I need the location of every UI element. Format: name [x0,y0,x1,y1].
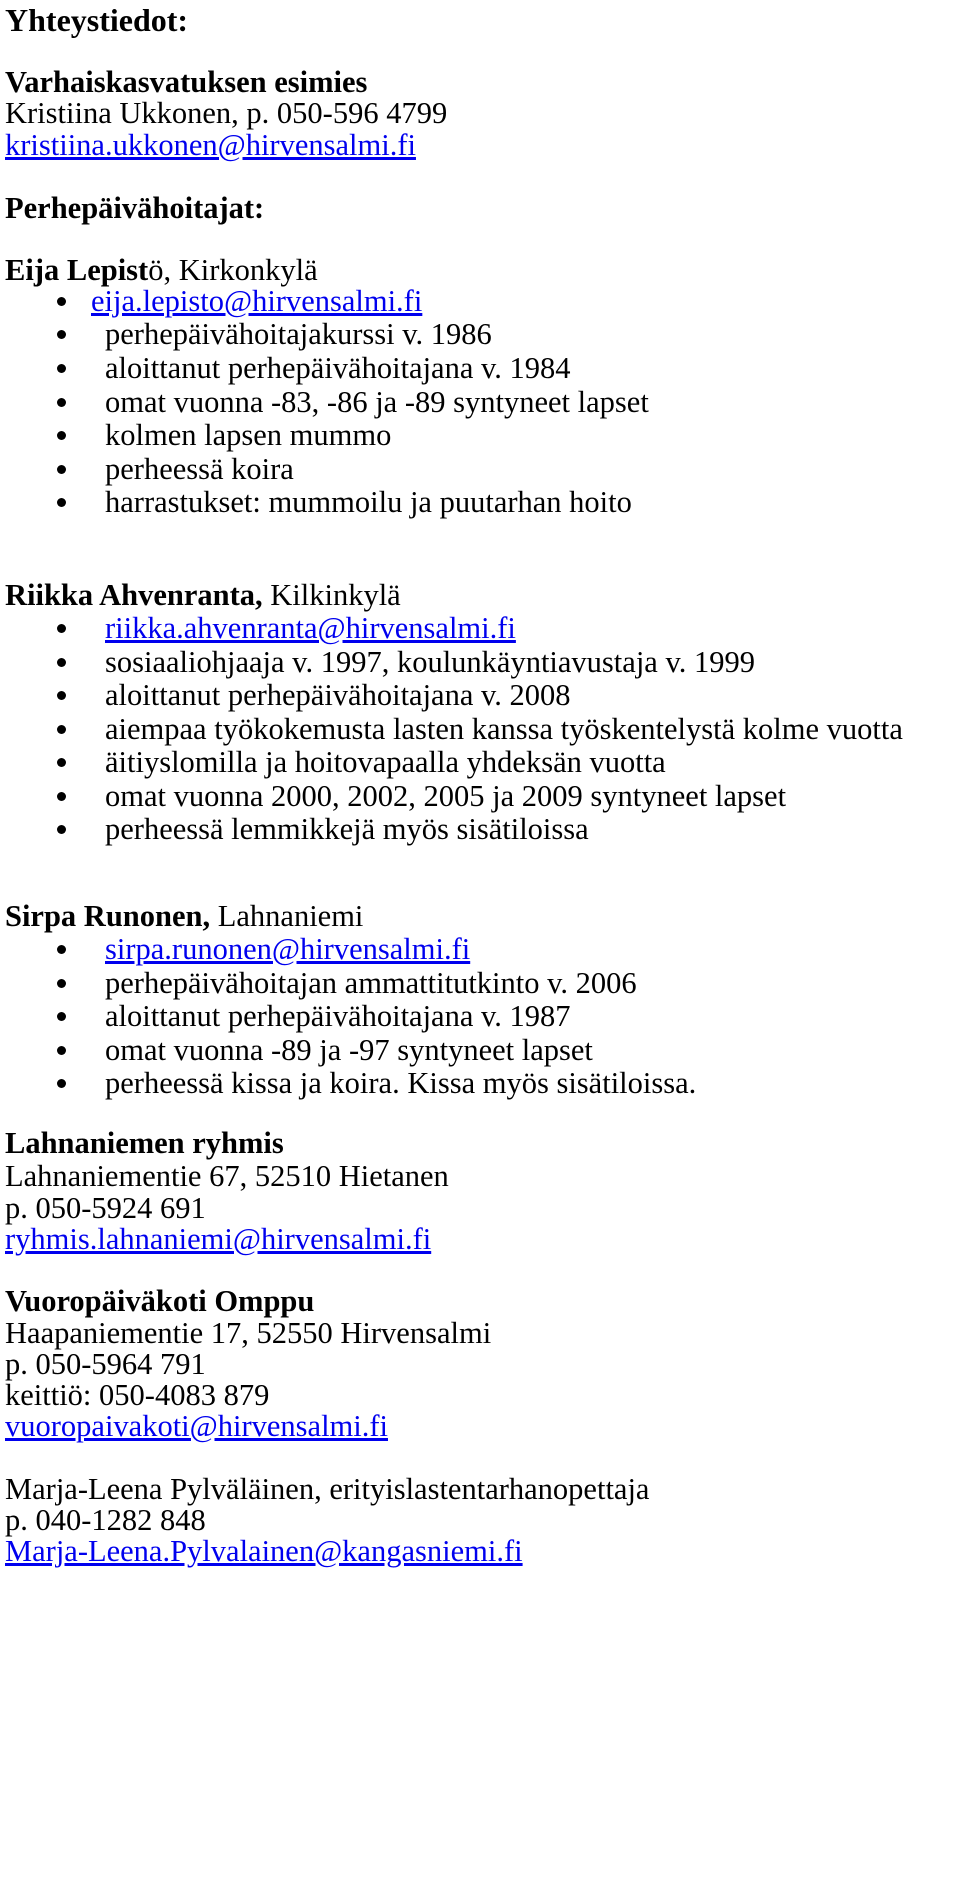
ryhmis-phone: p. 050-5924 691 [5,1191,206,1225]
list-item-text: perhepäivähoitajakurssi v. 1986 [105,317,492,351]
marja-leena-line: Marja-Leena Pylväläinen, erityislastentarhanopettaja [5,1472,650,1506]
bullet-icon [57,1012,66,1021]
bullet-icon [57,330,66,339]
marja-leena-email-link[interactable]: Marja-Leena.Pylvalainen@kangasniemi.fi [5,1534,523,1568]
list-item-text: omat vuonna 2000, 2002, 2005 ja 2009 syntyneet lapset [105,779,787,813]
list-item-text: omat vuonna -89 ja -97 syntyneet lapset [105,1033,593,1067]
esimies-email-link[interactable]: kristiina.ukkonen@hirvensalmi.fi [5,128,416,162]
ryhmis-email-link[interactable]: ryhmis.lahnaniemi@hirvensalmi.fi [5,1222,432,1256]
sirpa-name [5,898,363,934]
list-item-text: harrastukset: mummoilu ja puutarhan hoito [105,485,632,519]
omppu-address: Haapaniementie 17, 52550 Hirvensalmi [5,1316,492,1350]
list-item-text: kolmen lapsen mummo [105,418,392,452]
omppu-email-link[interactable]: vuoropaivakoti@hirvensalmi.fi [5,1409,388,1443]
bullet-icon [57,1046,66,1055]
bullet-icon [57,624,66,633]
list-item-text: aloittanut perhepäivähoitajana v. 2008 [105,678,571,712]
ryhmis-heading: Lahnaniemen ryhmis [5,1126,284,1160]
list-item-text: perheessä lemmikkejä myös sisätiloissa [105,812,589,846]
ryhmis-address: Lahnaniementie 67, 52510 Hietanen [5,1159,449,1193]
list-item-text: sosiaaliohjaaja v. 1997, koulunkäyntiavustaja v. 1999 [105,645,755,679]
list-item-text: perhepäivähoitajan ammattitutkinto v. 2006 [105,966,637,1000]
list-item-text: aiempaa työkokemusta lasten kanssa työskentelystä kolme vuotta [105,712,903,746]
bullet-icon [57,658,66,667]
eija-email-link[interactable]: eija.lepisto@hirvensalmi.fi [91,284,423,318]
riikka-name [5,577,401,613]
bullet-icon [57,431,66,440]
bullet-icon [57,398,66,407]
bullet-icon [57,297,66,306]
eija-location: ö, Kirkonkylä [148,253,318,287]
bullet-icon [57,945,66,954]
bullet-icon [57,725,66,734]
omppu-phone: p. 050-5964 791 [5,1347,206,1381]
esimies-contact: Kristiina Ukkonen, p. 050-596 4799 [5,96,448,130]
sirpa-name-bold: Sirpa Runonen, [5,899,211,933]
bullet-icon [57,498,66,507]
list-item-text: äitiyslomilla ja hoitovapaalla yhdeksän vuotta [105,745,666,779]
marja-leena-phone: p. 040-1282 848 [5,1503,206,1537]
sirpa-email-link[interactable]: sirpa.runonen@hirvensalmi.fi [105,932,471,966]
eija-name-bold: Eija Lepist [5,253,149,287]
riikka-name-bold: Riikka Ahvenranta, [5,578,263,612]
list-item-text: perheessä koira [105,452,294,486]
list-item-text: perheessä kissa ja koira. Kissa myös sisätiloissa. [105,1066,697,1100]
bullet-icon [57,792,66,801]
bullet-icon [57,465,66,474]
bullet-icon [57,1079,66,1088]
esimies-heading: Varhaiskasvatuksen esimies [5,65,368,99]
sirpa-location: Lahnaniemi [210,899,364,933]
bullet-icon [57,758,66,767]
list-item-text: aloittanut perhepäivähoitajana v. 1984 [105,351,571,385]
bullet-icon [57,691,66,700]
perhepaivahoitajat-heading: Perhepäivähoitajat: [5,191,265,225]
omppu-kitchen-phone: keittiö: 050-4083 879 [5,1378,270,1412]
bullet-icon [57,825,66,834]
list-item-text: omat vuonna -83, -86 ja -89 syntyneet lapset [105,385,649,419]
omppu-heading: Vuoropäiväkoti Omppu [5,1284,315,1318]
bullet-icon [57,364,66,373]
page-title: Yhteystiedot: [5,2,189,38]
riikka-email-link[interactable]: riikka.ahvenranta@hirvensalmi.fi [105,611,516,645]
list-item-text: aloittanut perhepäivähoitajana v. 1987 [105,999,571,1033]
bullet-icon [57,979,66,988]
riikka-location: Kilkinkylä [262,578,401,612]
